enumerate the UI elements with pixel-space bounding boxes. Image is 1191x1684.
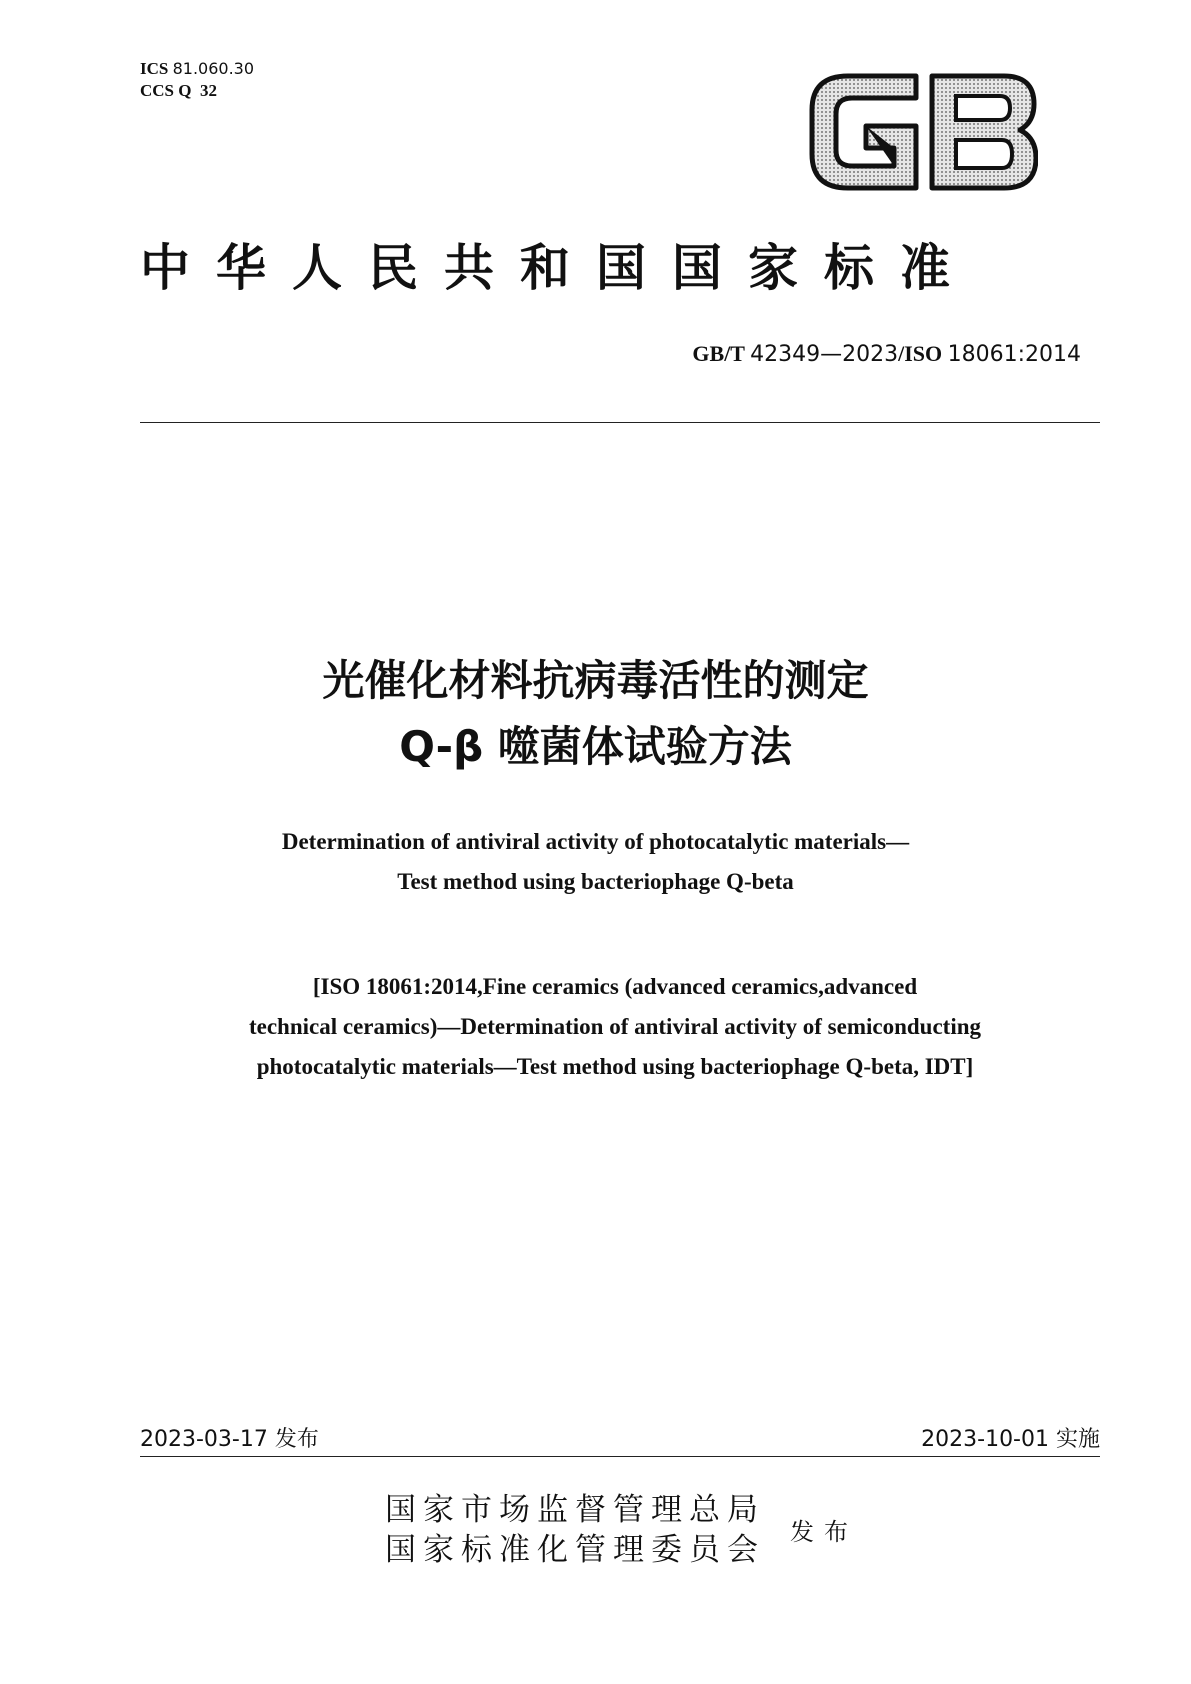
implementation-date: 2023-10-01 实施 bbox=[921, 1427, 1100, 1452]
chinese-title bbox=[0, 648, 1191, 780]
release-date: 2023-03-17 发布 bbox=[140, 1427, 319, 1452]
standard-code: 42349—2023 bbox=[750, 342, 899, 367]
header-divider bbox=[140, 422, 1100, 423]
standard-prefix: GB/T bbox=[692, 341, 745, 366]
iso-reference-line1: [ISO 18061:2014,Fine ceramics (advanced ceramics,advanced bbox=[312, 974, 918, 999]
footer-divider bbox=[140, 1456, 1100, 1457]
iso-reference-line2: technical ceramics)—Determination of antiviral activity of semiconducting bbox=[248, 1014, 981, 1039]
classification-codes bbox=[140, 58, 254, 102]
ccs-line bbox=[140, 80, 254, 102]
national-standard-heading: 中华人民共和国国家标准 bbox=[140, 238, 976, 297]
issuer-sac: 国家标准化管理委员会 bbox=[385, 1532, 765, 1568]
issuing-organizations bbox=[385, 1490, 765, 1570]
english-title-line2: Test method using bacteriophage Q-beta bbox=[397, 869, 794, 894]
issuer-samr: 国家市场监督管理总局 bbox=[385, 1492, 765, 1528]
ics-code: 81.060.30 bbox=[172, 59, 255, 78]
standard-number bbox=[692, 341, 1081, 367]
english-title bbox=[0, 822, 1191, 902]
english-title-line1: Determination of antiviral activity of photocatalytic materials— bbox=[281, 829, 910, 854]
ccs-label: CCS bbox=[140, 81, 175, 100]
ics-line bbox=[140, 58, 254, 80]
gb-logo bbox=[808, 70, 1038, 194]
chinese-title-line2: Q-β 噬菌体试验方法 bbox=[399, 722, 792, 771]
iso-reference bbox=[150, 967, 1080, 1087]
ics-label: ICS bbox=[140, 59, 169, 78]
iso-prefix: /ISO bbox=[898, 341, 943, 366]
iso-reference-line3: photocatalytic materials—Test method using bacteriophage Q-beta, IDT] bbox=[256, 1054, 974, 1079]
ccs-code: Q 32 bbox=[178, 81, 217, 100]
issue-label: 发布 bbox=[790, 1518, 858, 1546]
chinese-title-line1: 光催化材料抗病毒活性的测定 bbox=[322, 656, 869, 705]
iso-code: 18061:2014 bbox=[947, 342, 1081, 367]
